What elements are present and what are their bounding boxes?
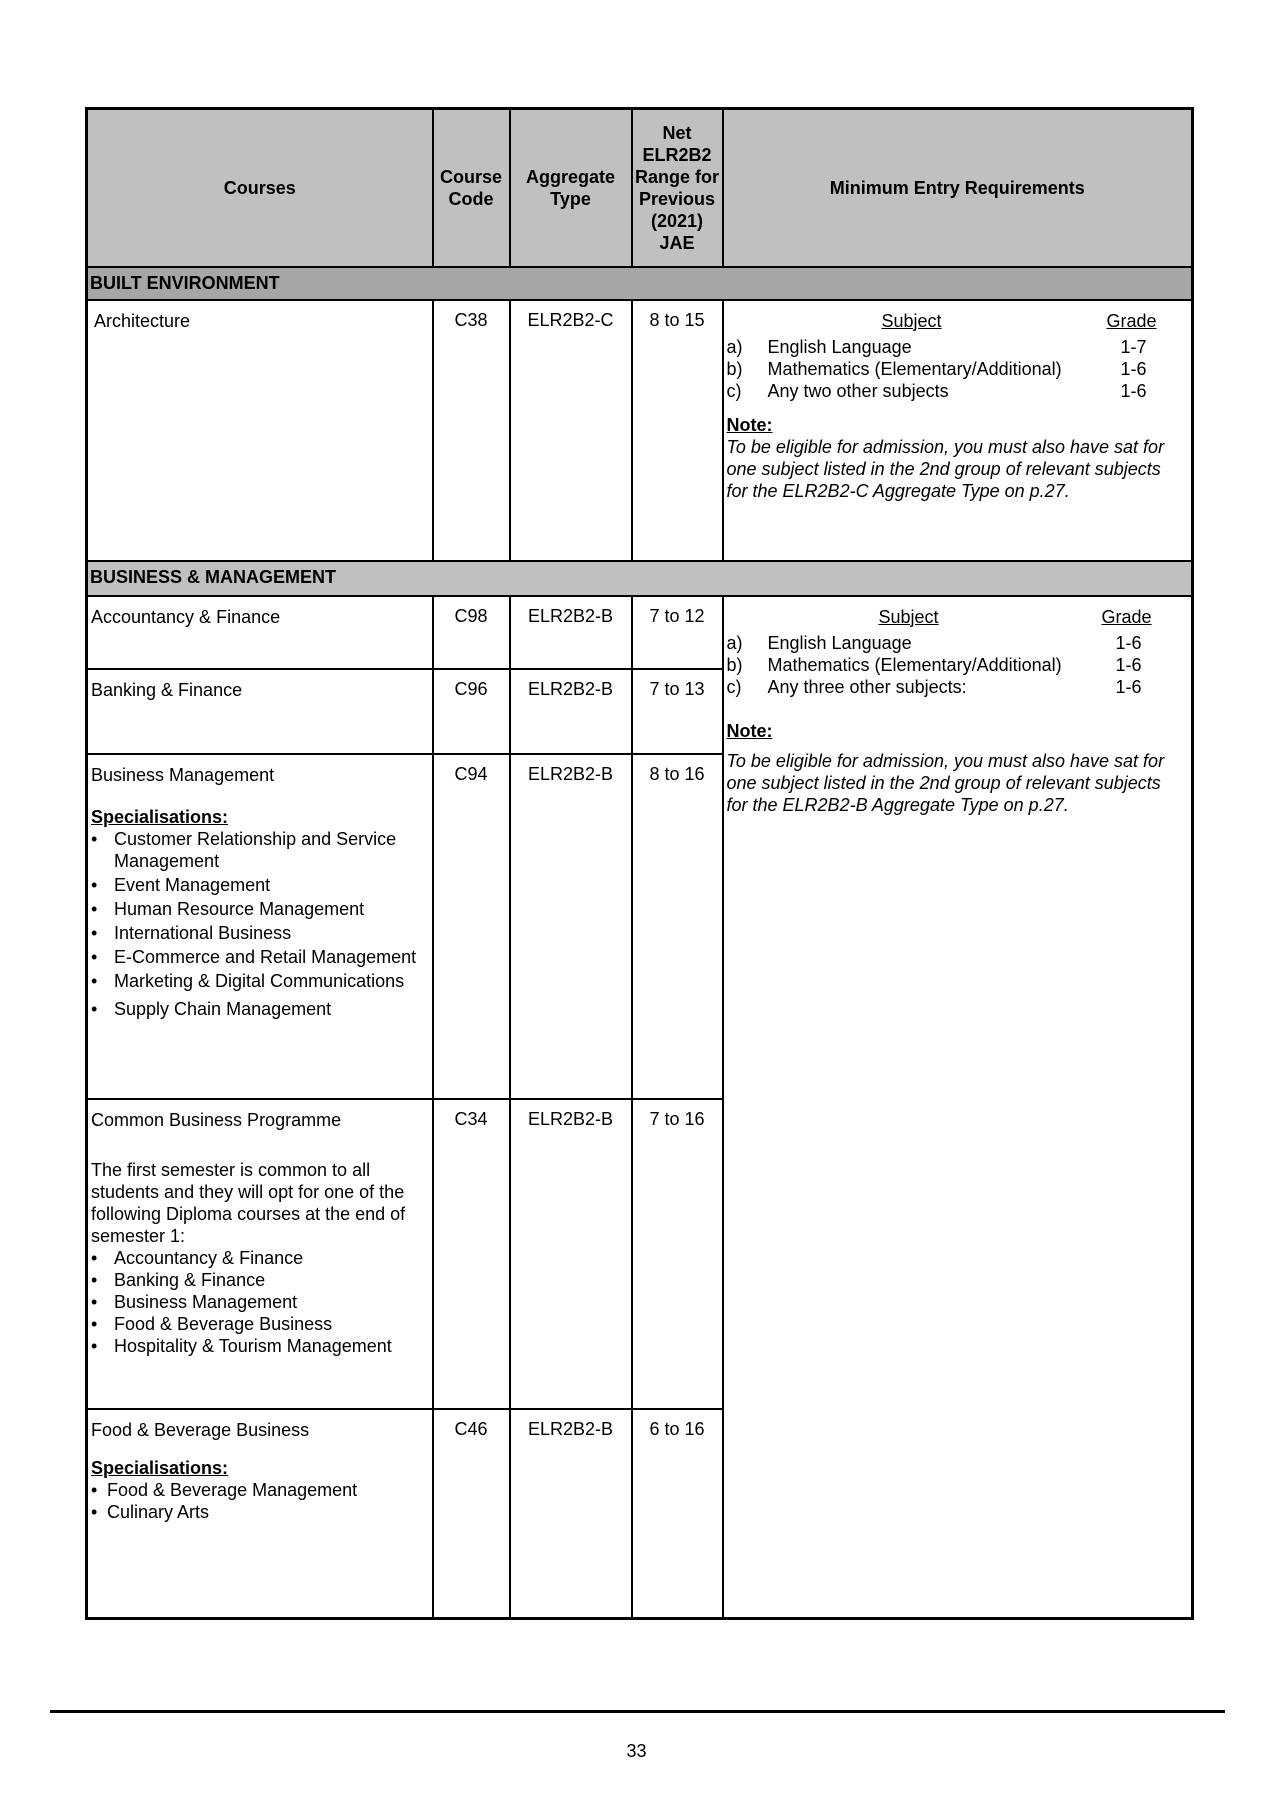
course-name: Food & Beverage Business: [91, 1419, 310, 1440]
option-item: • Banking & Finance: [91, 1269, 428, 1291]
course-name: Common Business Programme: [91, 1109, 342, 1130]
requirement-item: [727, 676, 1184, 698]
range: 6 to 16: [632, 1409, 723, 1619]
requirement-item: [727, 380, 1184, 402]
range: 8 to 15: [632, 300, 723, 561]
option-item: • Accountancy & Finance: [91, 1247, 428, 1269]
requirements-cell: [723, 596, 1193, 1619]
course-code: C34: [433, 1099, 510, 1409]
aggregate-type: ELR2B2-B: [510, 596, 632, 669]
item-subject: Any two other subjects: [767, 380, 949, 401]
requirements-cell: [723, 300, 1193, 561]
options-list: [91, 1247, 428, 1357]
course-code: C46: [433, 1409, 510, 1619]
course-code: C96: [433, 669, 510, 754]
header-aggregate-type: Aggregate Type: [510, 109, 632, 267]
section-title: BUSINESS & MANAGEMENT: [87, 561, 1193, 596]
specialisations-list: [91, 1479, 428, 1523]
aggregate-type: ELR2B2-B: [510, 1099, 632, 1409]
requirements-header: [727, 310, 1184, 336]
course-code: C38: [433, 300, 510, 561]
page-number: 33: [626, 1741, 647, 1761]
requirements-header: [727, 606, 1184, 632]
range: 8 to 16: [632, 754, 723, 1099]
specialisation-item: • Food & Beverage Management: [91, 1479, 428, 1501]
course-name: Accountancy & Finance: [87, 596, 433, 669]
specialisation-item: • Supply Chain Management: [91, 998, 428, 1020]
subject-header: Subject: [881, 310, 942, 331]
range: 7 to 16: [632, 1099, 723, 1409]
note-label: Note:: [726, 720, 773, 741]
course-code: C98: [433, 596, 510, 669]
item-grade: 1-6: [1115, 654, 1142, 675]
course-code: C94: [433, 754, 510, 1099]
aggregate-type: ELR2B2-B: [510, 754, 632, 1099]
item-grade: 1-6: [1115, 632, 1142, 653]
specialisation-item: • Customer Relationship and Service Management: [91, 828, 428, 872]
item-letter: c): [726, 380, 742, 401]
course-requirements-table: [85, 107, 1194, 1620]
header-courses: Courses: [87, 109, 433, 267]
option-item: • Business Management: [91, 1291, 428, 1313]
course-name: Business Management: [91, 764, 275, 785]
requirement-item: [727, 358, 1184, 380]
section-title: BUILT ENVIRONMENT: [87, 267, 1193, 300]
specialisation-item: • Event Management: [91, 874, 428, 896]
note-label: Note:: [726, 414, 773, 435]
item-subject: Mathematics (Elementary/Additional): [767, 654, 1062, 675]
requirement-item: [727, 336, 1184, 358]
specialisations-label: Specialisations:: [91, 1457, 229, 1478]
item-subject: English Language: [767, 632, 912, 653]
course-cell: [87, 754, 433, 1099]
table-row: [87, 300, 1193, 561]
header-course-code: Course Code: [433, 109, 510, 267]
specialisation-item: • E-Commerce and Retail Management: [91, 946, 428, 968]
specialisations-list: [91, 828, 428, 1020]
table-header-row: [87, 109, 1193, 267]
item-grade: 1-6: [1120, 380, 1147, 401]
course-description: The first semester is common to all students and they will opt for one of the following Diploma courses at the end of semester 1:: [91, 1159, 406, 1246]
note-text: To be eligible for admission, you must also have sat for one subject listed in the 2nd group of relevant subjects for the ELR2B2-C Aggregate Type on p.27.: [726, 436, 1165, 501]
section-band-business-management: [87, 561, 1193, 596]
range: 7 to 12: [632, 596, 723, 669]
item-subject: Mathematics (Elementary/Additional): [767, 358, 1062, 379]
item-grade: 1-6: [1120, 358, 1147, 379]
item-grade: 1-7: [1120, 336, 1147, 357]
header-range: Net ELR2B2 Range for Previous (2021) JAE: [632, 109, 723, 267]
item-subject: Any three other subjects:: [767, 676, 967, 697]
item-letter: a): [726, 336, 743, 357]
specialisation-item: • Marketing & Digital Communications: [91, 970, 428, 992]
range: 7 to 13: [632, 669, 723, 754]
requirement-item: [727, 632, 1184, 654]
course-cell: [87, 1099, 433, 1409]
header-requirements: Minimum Entry Requirements: [723, 109, 1193, 267]
course-name: Banking & Finance: [87, 669, 433, 754]
footer-divider: [50, 1710, 1225, 1713]
section-band-built-environment: [87, 267, 1193, 300]
specialisation-item: • Human Resource Management: [91, 898, 428, 920]
grade-header: Grade: [1101, 606, 1152, 627]
grade-header: Grade: [1106, 310, 1157, 331]
aggregate-type: ELR2B2-C: [510, 300, 632, 561]
requirement-item: [727, 654, 1184, 676]
item-letter: b): [726, 654, 743, 675]
aggregate-type: ELR2B2-B: [510, 1409, 632, 1619]
aggregate-type: ELR2B2-B: [510, 669, 632, 754]
item-letter: b): [726, 358, 743, 379]
table-row: [87, 596, 1193, 669]
subject-header: Subject: [878, 606, 939, 627]
option-item: • Hospitality & Tourism Management: [91, 1335, 428, 1357]
specialisation-item: • Culinary Arts: [91, 1501, 428, 1523]
specialisation-item: • International Business: [91, 922, 428, 944]
item-grade: 1-6: [1115, 676, 1142, 697]
note-text: To be eligible for admission, you must also have sat for one subject listed in the 2nd group of relevant subjects for the ELR2B2-B Aggregate Type on p.27.: [726, 750, 1165, 815]
item-letter: a): [726, 632, 743, 653]
item-subject: English Language: [767, 336, 912, 357]
course-name: Architecture: [87, 300, 433, 561]
option-item: • Food & Beverage Business: [91, 1313, 428, 1335]
item-letter: c): [726, 676, 742, 697]
specialisations-label: Specialisations:: [91, 806, 229, 827]
course-cell: [87, 1409, 433, 1619]
